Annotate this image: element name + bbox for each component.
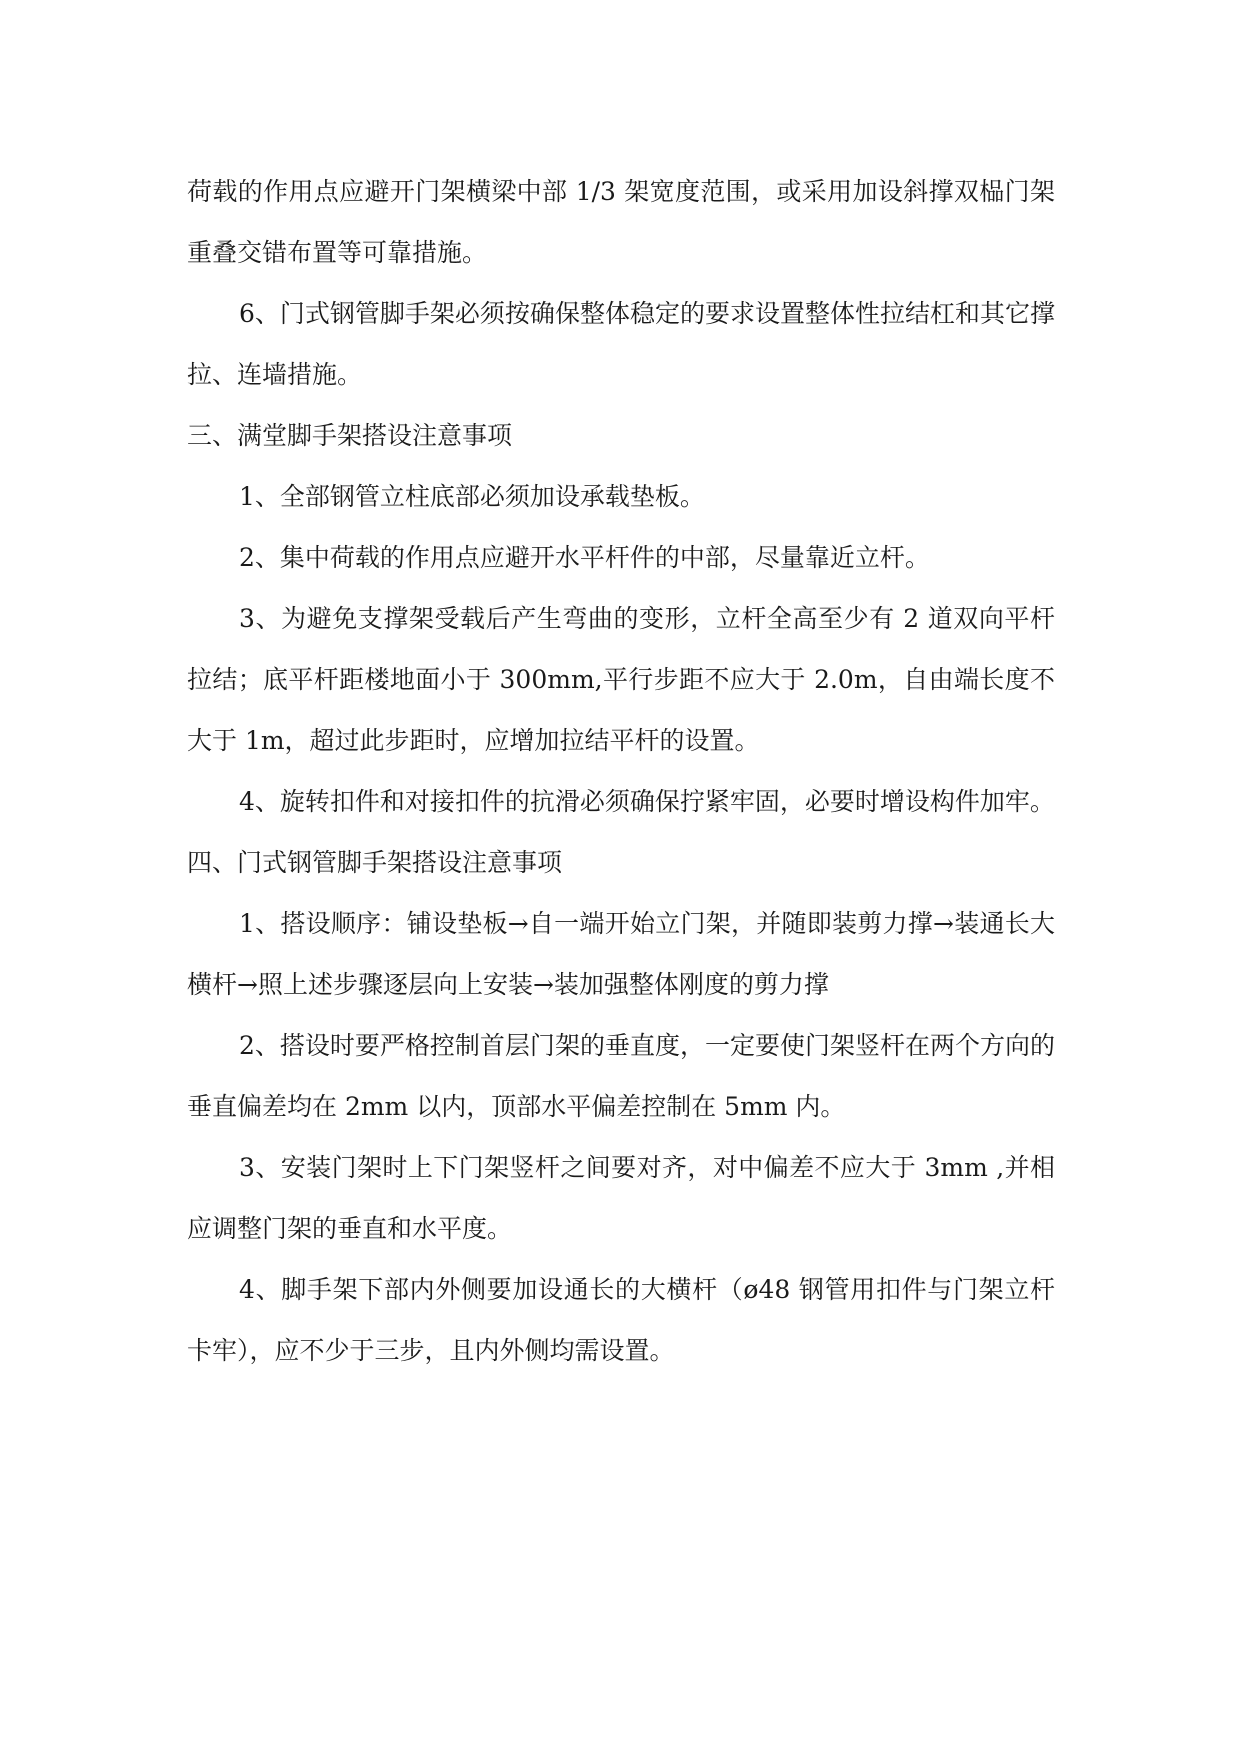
paragraph-item-6: 6、门式钢管脚手架必须按确保整体稳定的要求设置整体性拉结杠和其它撑拉、连墙措施。: [187, 299, 1055, 389]
paragraph-item-1-erection-sequence: 1、搭设顺序：铺设垫板→自一端开始立门架，并随即装剪力撑→装通长大横杆→照上述步骤逐层向上安装→装加强整体刚度的剪力撑: [187, 909, 1055, 999]
paragraph-item-4-horizontal-bars: 4、脚手架下部内外侧要加设通长的大横杆（ø48 钢管用扣件与门架立杆卡牢），应不少于三步，且内外侧均需设置。: [187, 1275, 1055, 1365]
paragraph-item-2-verticality: 2、搭设时要严格控制首层门架的垂直度，一定要使门架竖杆在两个方向的垂直偏差均在 2mm 以内，顶部水平偏差控制在 5mm 内。: [187, 1031, 1055, 1121]
paragraph-continuation: 荷载的作用点应避开门架横梁中部 1/3 架宽度范围，或采用加设斜撑双榀门架重叠交错布置等可靠措施。: [187, 177, 1055, 267]
paragraph-item-2: 2、集中荷载的作用点应避开水平杆件的中部，尽量靠近立杆。: [239, 543, 930, 572]
paragraph-item-3-alignment: 3、安装门架时上下门架竖杆之间要对齐，对中偏差不应大于 3mm ,并相应调整门架的垂直和水平度。: [187, 1153, 1055, 1243]
paragraph-item-3: 3、为避免支撑架受载后产生弯曲的变形，立杆全高至少有 2 道双向平杆拉结；底平杆距楼地面小于 300mm,平行步距不应大于 2.0m，自由端长度不大于 1m，超过此步距时，应增加拉结平杆的设置。: [187, 604, 1055, 755]
document-body: [187, 161, 1055, 1381]
section-heading-3: 三、满堂脚手架搭设注意事项: [187, 421, 513, 450]
paragraph-item-4: 4、旋转扣件和对接扣件的抗滑必须确保拧紧牢固，必要时增设构件加牢。: [239, 787, 1055, 816]
paragraph-item-1: 1、全部钢管立柱底部必须加设承载垫板。: [239, 482, 705, 511]
section-heading-4: 四、门式钢管脚手架搭设注意事项: [187, 848, 563, 877]
